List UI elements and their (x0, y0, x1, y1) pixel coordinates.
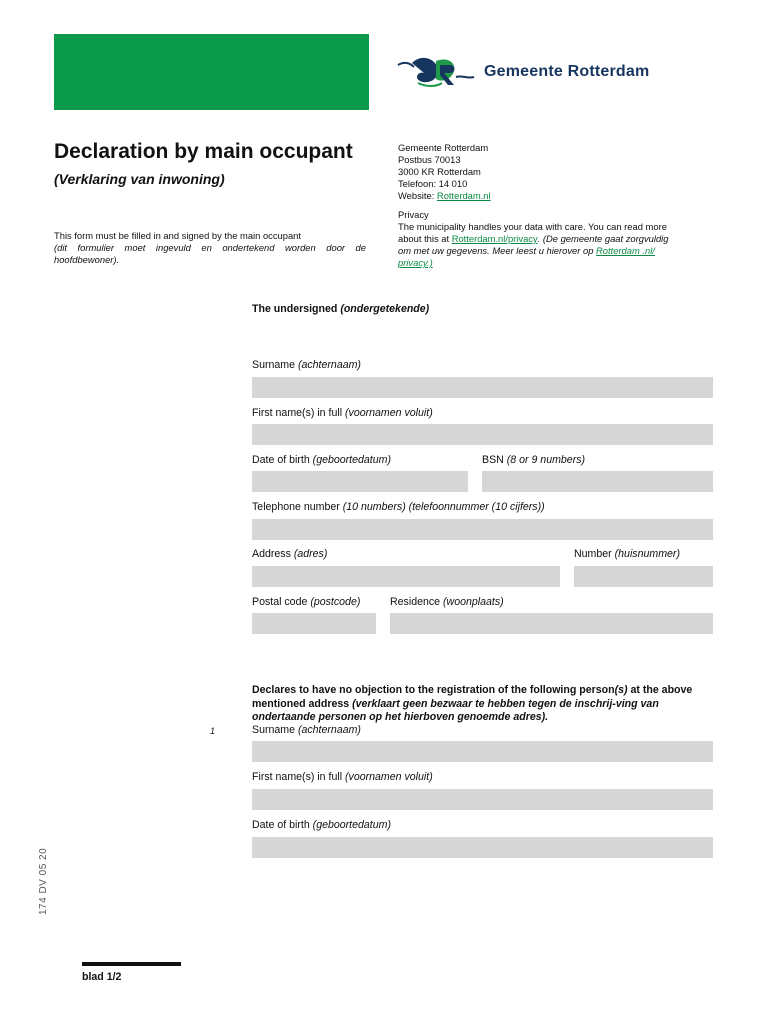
declaration-text-2: at the above mentioned address (252, 684, 693, 710)
telephone-input[interactable] (252, 519, 713, 540)
first-names-label-dutch: (voornamen voluit) (345, 407, 433, 419)
contact-phone: Telefoon: 14 010 (398, 178, 468, 189)
residence-input[interactable] (390, 613, 713, 634)
privacy-link-dutch[interactable]: Rotterdam .nl/ (596, 245, 655, 256)
dob-label-text: Date of birth (252, 454, 310, 466)
privacy-heading: Privacy (398, 209, 429, 220)
undersigned-heading (252, 303, 429, 315)
footer-bar (82, 962, 181, 966)
intro-dutch: (dit formulier moet ingevuld en ondertekend worden door de hoofdbewoner). (54, 242, 366, 265)
header-green-block (54, 34, 369, 110)
residence-label (390, 596, 504, 608)
contact-org: Gemeente Rotterdam (398, 142, 489, 153)
contact-city: 3000 KR Rotterdam (398, 166, 481, 177)
declaration-text (252, 684, 714, 725)
first-names-label (252, 407, 433, 419)
form-title: Declaration by main occupant (54, 140, 353, 163)
privacy-line-1: The municipality handles your data with care. You can read more (398, 221, 667, 232)
postal-code-input[interactable] (252, 613, 376, 634)
house-number-label (574, 548, 680, 560)
page-label: blad 1/2 (82, 971, 122, 983)
privacy-link[interactable]: Rotterdam.nl/privacy (451, 233, 538, 244)
person-dob-input[interactable] (252, 837, 713, 858)
contact-website (398, 190, 710, 202)
surname-label (252, 359, 361, 371)
contact-postbus: Postbus 70013 (398, 154, 461, 165)
person-dob-label-text: Date of birth (252, 819, 310, 831)
person-first-names-input[interactable] (252, 789, 713, 810)
first-names-input[interactable] (252, 424, 713, 445)
dob-label-dutch: (geboortedatum) (312, 454, 391, 466)
bsn-label (482, 454, 585, 466)
telephone-label-dutch: (10 numbers) (telefoonnummer (10 cijfers)) (342, 501, 545, 513)
surname-label-text: Surname (252, 359, 295, 371)
first-names-label-text: First name(s) in full (252, 407, 343, 419)
person-dob-label-dutch: (geboortedatum) (312, 819, 391, 831)
bsn-input[interactable] (482, 471, 713, 492)
privacy-dutch-more: om met uw gegevens. Meer leest u hierover op (398, 245, 594, 256)
person-surname-label (252, 724, 361, 736)
house-number-input[interactable] (574, 566, 713, 587)
residence-label-text: Residence (390, 596, 441, 608)
privacy-link-dutch-end[interactable]: privacy.) (398, 257, 433, 268)
address-label-text: Address (252, 548, 291, 560)
address-input[interactable] (252, 566, 560, 587)
person-number: 1 (210, 726, 216, 736)
privacy-line-2 (398, 233, 710, 245)
bsn-label-dutch: (8 or 9 numbers) (506, 454, 586, 466)
logo-text: Gemeente Rotterdam (484, 63, 650, 80)
person-first-names-label-text: First name(s) in full (252, 771, 343, 783)
form-subtitle: (Verklaring van inwoning) (54, 171, 225, 187)
website-link[interactable]: Rotterdam.nl (436, 190, 491, 201)
privacy-line-3 (398, 245, 710, 257)
telephone-label-text: Telephone number (252, 501, 340, 513)
person-surname-input[interactable] (252, 741, 713, 762)
form-code: 174 DV 05 20 (38, 847, 49, 915)
house-number-label-text: Number (574, 548, 612, 560)
dob-input[interactable] (252, 471, 468, 492)
postal-code-label-dutch: (postcode) (310, 596, 361, 608)
residence-label-dutch: (woonplaats) (443, 596, 504, 608)
surname-input[interactable] (252, 377, 713, 398)
privacy-dutch-start: . (De gemeente gaat zorgvuldig (537, 233, 669, 244)
privacy-line-4 (398, 257, 710, 269)
person-first-names-label (252, 771, 433, 783)
undersigned-heading-dutch: (ondergetekende) (340, 303, 430, 315)
person-dob-label (252, 819, 391, 831)
rotterdam-lion-emblem-icon (396, 55, 476, 89)
postal-code-label-text: Postal code (252, 596, 308, 608)
telephone-label (252, 501, 545, 513)
website-label: Website: (398, 190, 435, 201)
person-surname-label-text: Surname (252, 724, 295, 736)
intro-english: This form must be filled in and signed by the main occupant (54, 230, 302, 241)
declaration-text-s: (s) (614, 684, 628, 696)
declaration-text-1: Declares to have no objection to the registration of the following person (252, 684, 615, 696)
person-first-names-label-dutch: (voornamen voluit) (345, 771, 433, 783)
dob-label (252, 454, 391, 466)
address-label-dutch: (adres) (293, 548, 328, 560)
postal-code-label (252, 596, 360, 608)
bsn-label-text: BSN (482, 454, 504, 466)
declaration-text-dutch: (verklaart geen bezwaar te hebben tegen de inschrij-ving van ondertaande personen op het hierboven genoemde adres). (252, 697, 659, 724)
privacy-about-text: about this at (398, 233, 450, 244)
intro-text (54, 230, 366, 266)
contact-block (398, 142, 710, 269)
person-surname-label-dutch: (achternaam) (297, 724, 361, 736)
gemeente-rotterdam-logo (396, 55, 649, 89)
undersigned-heading-text: The undersigned (252, 303, 338, 315)
house-number-label-dutch: (huisnummer) (614, 548, 680, 560)
address-label (252, 548, 327, 560)
surname-label-dutch: (achternaam) (297, 359, 361, 371)
